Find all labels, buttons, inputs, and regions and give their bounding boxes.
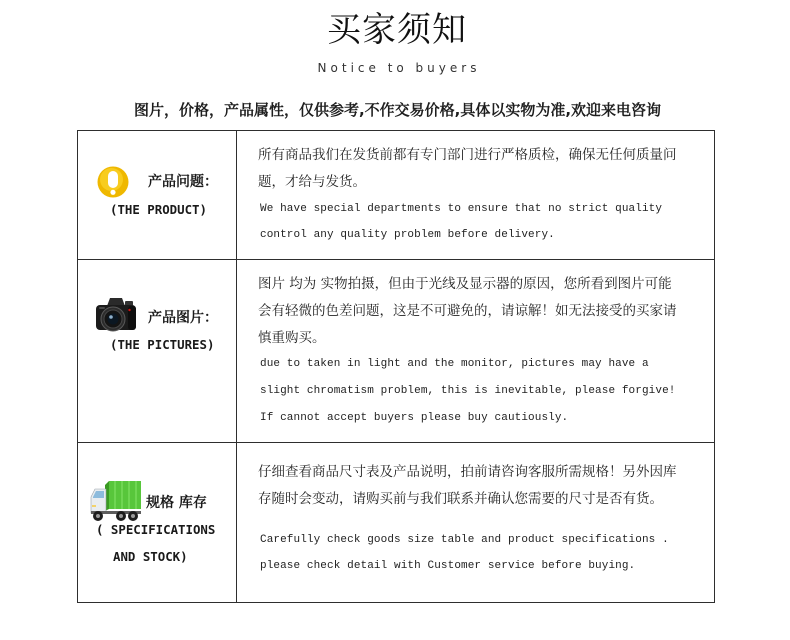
notice-text-en-line: Carefully check goods size table and product specifications . <box>260 533 669 546</box>
notice-label-cell <box>78 260 237 442</box>
notice-label-en: (THE PRODUCT) <box>110 202 207 217</box>
notice-label-en: (THE PICTURES) <box>110 337 215 352</box>
notice-label-cn: 规格 库存 <box>146 495 207 511</box>
page-title: 买家须知 <box>327 10 467 50</box>
notice-row-pictures <box>78 260 714 443</box>
notice-text-cn-line: 仔细查看商品尺寸表及产品说明，拍前请咨询客服所需规格！另外因库 <box>258 464 677 480</box>
notice-content-cell <box>237 260 714 442</box>
notice-label-cell <box>78 443 237 602</box>
notice-row-product <box>78 131 714 260</box>
notice-text-en-line: We have special departments to ensure that no strict quality <box>260 202 663 215</box>
notice-label-en: AND STOCK) <box>113 549 188 564</box>
notice-text-cn-line: 会有轻微的色差问题，这是不可避免的，请谅解！如无法接受的买家请 <box>258 302 677 319</box>
disclaimer-text: 图片，价格，产品属性，仅供参考,不作交易价格,具体以实物为准,欢迎来电咨询 <box>133 101 662 119</box>
notice-text-cn-line: 慎重购买。 <box>258 329 326 346</box>
warning-icon <box>97 166 129 198</box>
notice-text-en-line: please check detail with Customer service before buying. <box>260 560 636 573</box>
camera-icon <box>95 294 137 334</box>
notice-row-specifications <box>78 443 714 602</box>
notice-text-en-block <box>258 527 714 581</box>
notice-label-cn: 产品问题： <box>148 174 218 190</box>
notice-text-cn-line: 图片 均为 实物拍摄，但由于光线及显示器的原因，您所看到图片可能 <box>258 276 672 292</box>
notice-table <box>77 130 715 603</box>
notice-label-en: ( SPECIFICATIONS <box>96 522 216 537</box>
notice-content-cell <box>237 443 714 602</box>
notice-text-cn-line: 题，才给与发货。 <box>258 173 366 190</box>
notice-text-en-line: control any quality problem before delivery. <box>260 229 555 242</box>
page-subtitle: Notice to buyers <box>317 61 481 75</box>
notice-text-cn-line: 所有商品我们在发货前都有专门部门进行严格质检，确保无任何质量问 <box>258 147 677 163</box>
notice-content-cell <box>237 131 714 259</box>
notice-label-cell <box>78 131 237 259</box>
notice-text-en-line: If cannot accept buyers please buy cautiously. <box>260 411 569 424</box>
notice-text-cn-line: 存随时会变动，请购买前与我们联系并确认您需要的尺寸是否有货。 <box>258 490 663 507</box>
truck-icon <box>90 478 142 522</box>
notice-label-cn: 产品图片： <box>148 310 218 326</box>
notice-text-en-line: slight chromatism problem, this is inevitable, please forgive! <box>260 385 676 398</box>
notice-text-en-line: due to taken in light and the monitor, pictures may have a <box>260 358 649 371</box>
